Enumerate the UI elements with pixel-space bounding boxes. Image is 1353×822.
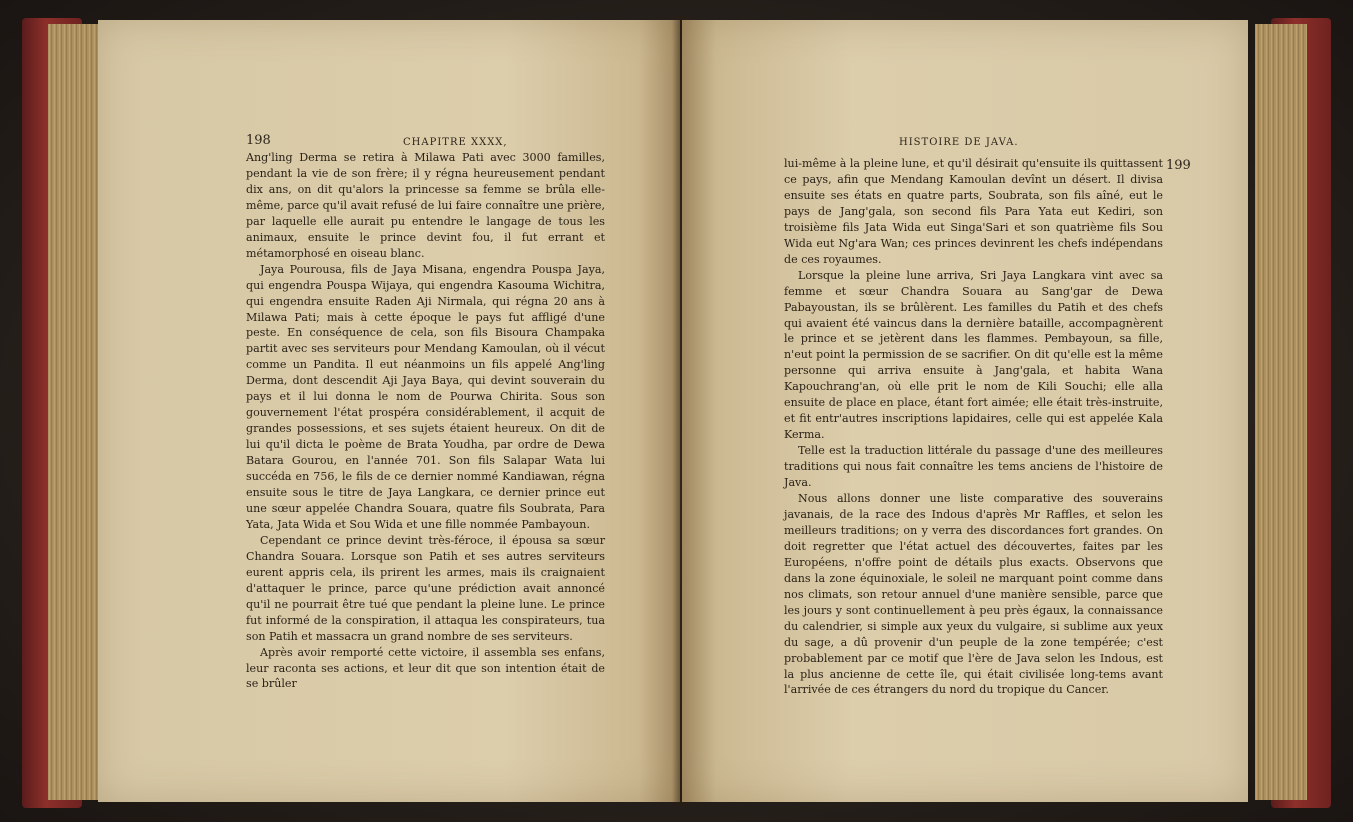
paragraph: Nous allons donner une liste comparative des souverains javanais, de la race des Indous d'après Mr Raffles, et selon les meilleurs traditions; on y verra des discordances fort grandes. On doit regretter que l'état actuel des découvertes, faites par les Européens, n'offre point de détails plus exacts. Observons que dans la zone équinoxiale, le soleil ne marquant point comme dans nos climats, son retour annuel d'une manière sensible, parce que les jours y sont continuellement à peu près égaux, la connaissance du calendrier, si simple aux yeux du vulgaire, si sublime aux yeux du sage, a dû provenir d'un peuple de la zone tempérée; c'est probablement par ce motif que l'ère de Java selon les Indous, est la plus ancienne de cette île, qui était civilisée long-tems avant l'arrivée de ces étrangers du nord du tropique du Cancer. bbox=[784, 492, 1163, 697]
left-page bbox=[98, 20, 680, 802]
page-number: 199 bbox=[1166, 158, 1191, 173]
page-edges-left bbox=[48, 24, 100, 800]
right-page bbox=[682, 20, 1248, 802]
paragraph: Lorsque la pleine lune arriva, Sri Jaya Langkara vint avec sa femme et sœur Chandra Souara au Sang'gar de Dewa Pabayoustan, ils se brûlèrent. Les familles du Patih et des chefs qui avaient été vaincus dans la dernière bataille, accompagnèrent le prince et se jetèrent dans les flammes. Pembayoun, sa fille, n'eut point la permission de se sacrifier. On dit qu'elle est la même personne qui arriva ensuite à Jang'gala, et habita Wana Kapouchrang'an, où elle prit le nom de Kili Souchi; elle alla ensuite de place en place, étant fort aimée; elle était très-instruite, et fit entr'autres inscriptions lapidaires, celle qui est appelée Kala Kerma. bbox=[784, 268, 1163, 442]
paragraph: Après avoir remporté cette victoire, il assembla ses enfans, leur raconta ses actions, et leur dit que son intention était de se brûler bbox=[246, 645, 605, 691]
running-header: HISTOIRE DE JAVA. bbox=[899, 137, 1019, 148]
paragraph: Ang'ling Derma se retira à Milawa Pati avec 3000 familles, pendant la vie de son frère; il y régna heureusement pendant dix ans, on dit qu'alors la princesse sa femme se brûla elle-même, parce qu'il avait refusé de lui faire connaître une prière, par laquelle elle aurait pu entendre le langage de tous les animaux, ensuite le prince devint fou, il fut errant et métamorphosé en oiseau blanc. bbox=[246, 151, 605, 260]
page-edges-right bbox=[1255, 24, 1307, 800]
page-number: 198 bbox=[246, 133, 271, 148]
paragraph: Telle est la traduction littérale du passage d'une des meilleures traditions qui nous fait connaître les tems anciens de l'histoire de Java. bbox=[784, 444, 1163, 490]
running-header: CHAPITRE XXXX, bbox=[403, 137, 508, 148]
paragraph: Jaya Pourousa, fils de Jaya Misana, engendra Pouspa Jaya, qui engendra Pouspa Wijaya, qui engendra Kasouma Wichitra, qui engendra ensuite Raden Aji Nirmala, qui régna 20 ans à Milawa Pati; mais à cette époque le pays fut affligé d'une peste. En conséquence de cela, son fils Bisoura Champaka partit avec ses serviteurs pour Mendang Kamoulan, où il vécut comme un Pandita. Il eut néanmoins un fils appelé Ang'ling Derma, dont descendit Aji Jaya Baya, qui devint souverain du pays et il lui donna le nom de Pourwa Chirita. Sous son gouvernement l'état prospéra considérablement, il acquit de grandes possessions, et ses sujets étaient heureux. On dit de lui qu'il dicta le poème de Brata Youdha, par ordre de Dewa Batara Gourou, en l'année 701. Son fils Salapar Wata lui succéda en 756, le fils de ce dernier nommé Kandiawan, régna ensuite sous le titre de Jaya Langkara, ce dernier prince eut une sœur appelée Chandra Souara, quatre fils Soubrata, Para Yata, Jata Wida et Sou Wida et une fille nommée Pambayoun. bbox=[246, 262, 605, 531]
body-text bbox=[246, 150, 605, 692]
paragraph: lui-même à la pleine lune, et qu'il désirait qu'ensuite ils quittassent ce pays, afin que Mendang Kamoulan devînt un désert. Il divisa ensuite ses états en quatre parts, Soubrata, son fils aîné, eut le pays de Jang'gala, son second fils Para Yata eut Kediri, son troisième fils Jata Wida eut Singa'Sari et son quatrième fils Sou Wida eut Ng'ara Wan; ces princes devinrent les chefs indépendans de ces royaumes. bbox=[784, 157, 1163, 266]
paragraph: Cependant ce prince devint très-féroce, il épousa sa sœur Chandra Souara. Lorsque son Patih et ses autres serviteurs eurent appris cela, ils prirent les armes, mais ils craignaient d'attaquer le prince, parce qu'une prédiction avait annoncé qu'il ne pourrait être tué que pendant la pleine lune. Le prince fut informé de la conspiration, il attaqua les conspirateurs, tua son Patih et massacra un grand nombre de ses serviteurs. bbox=[246, 533, 605, 643]
body-text bbox=[784, 156, 1163, 698]
